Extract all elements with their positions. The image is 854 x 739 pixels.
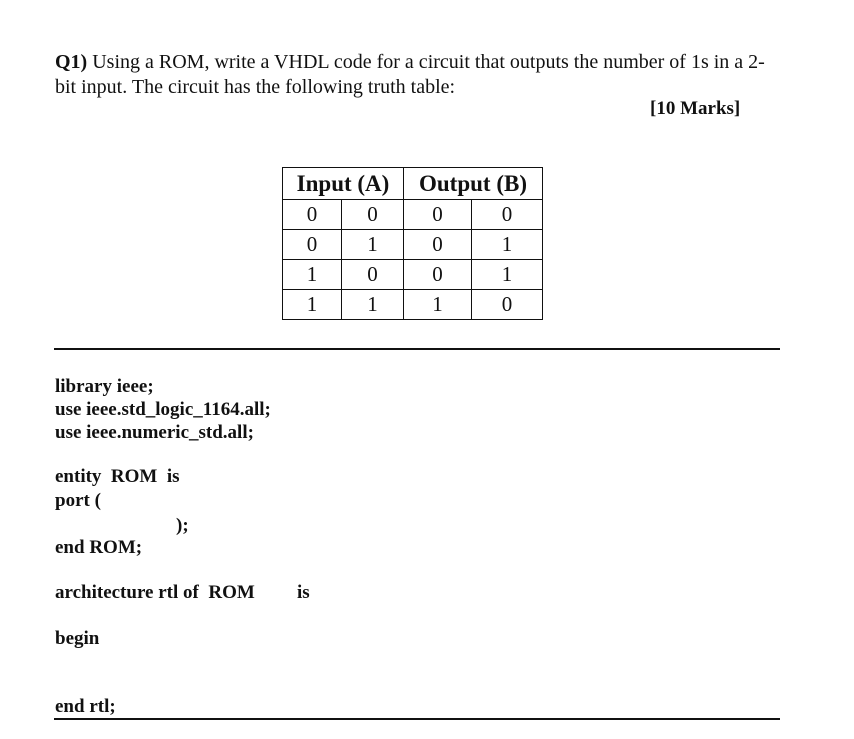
code-line-use-numeric: use ieee.numeric_std.all; [55,422,254,443]
code-line-begin: begin [55,628,100,649]
code-line-architecture-is: is [297,582,310,603]
truth-table [282,167,543,320]
code-line-use-std-logic: use ieee.std_logic_1164.all; [55,399,271,420]
code-line-architecture: architecture rtl of ROM [55,582,255,603]
question-number: Q1) [55,51,88,73]
question-body: Using a ROM, write a VHDL code for a circuit that outputs the number of 1s in a 2-bit input. The circuit has the following truth table: [55,51,765,98]
code-line-end-entity: end ROM; [55,537,143,558]
table-row [283,260,543,290]
table-cell: 1 [404,290,472,320]
question-text [55,50,785,100]
code-line-library: library ieee; [55,376,154,397]
code-line-entity: entity ROM is [55,466,180,487]
table-cell: 0 [404,260,472,290]
table-cell: 0 [283,200,342,230]
code-line-end-rtl: end rtl; [55,696,116,717]
table-cell: 1 [283,260,342,290]
table-row [283,230,543,260]
table-cell: 0 [283,230,342,260]
top-divider [54,348,780,350]
marks-label: [10 Marks] [650,98,741,119]
table-cell: 1 [342,230,404,260]
table-cell: 1 [283,290,342,320]
table-cell: 0 [404,200,472,230]
code-line-port-close: ); [176,515,189,536]
table-row [283,200,543,230]
input-header: Input (A) [283,168,404,200]
truth-table-header [283,168,543,200]
table-row [283,290,543,320]
table-cell: 0 [342,260,404,290]
table-cell: 0 [472,290,543,320]
output-header: Output (B) [404,168,543,200]
bottom-divider [54,718,780,720]
table-cell: 1 [342,290,404,320]
table-cell: 1 [472,260,543,290]
code-line-port: port ( [55,490,101,511]
table-cell: 1 [472,230,543,260]
table-cell: 0 [404,230,472,260]
table-cell: 0 [472,200,543,230]
table-cell: 0 [342,200,404,230]
